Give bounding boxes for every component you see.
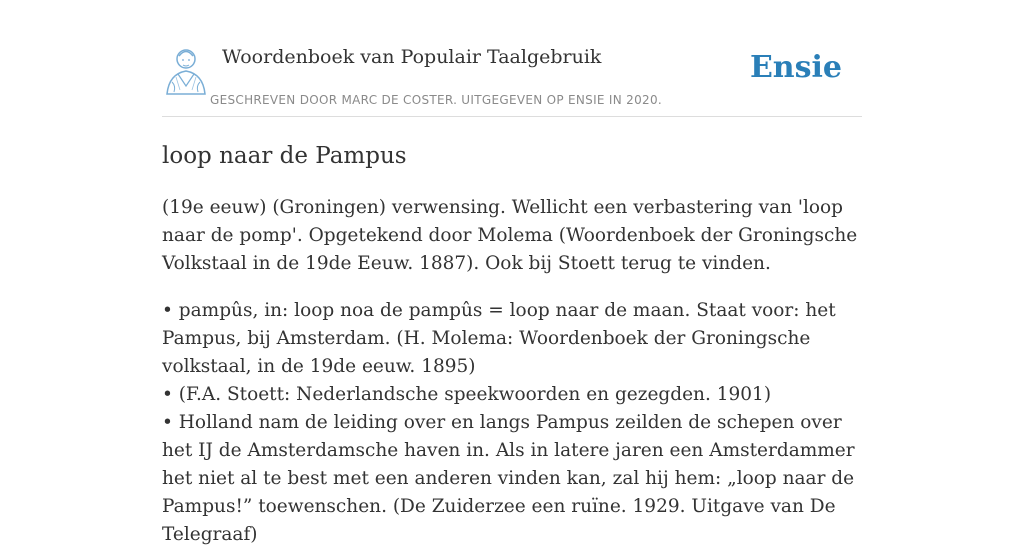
author-byline: GESCHREVEN DOOR MARC DE COSTER. UITGEGEVEN OP ENSIE IN 2020. [210, 93, 662, 107]
header [162, 0, 862, 117]
ensie-logo[interactable]: Ensie [749, 50, 842, 85]
source-bullet: • (F.A. Stoett: Nederlandsche speekwoorden en gezegden. 1901) [162, 384, 772, 405]
entry-title: loop naar de Pampus [162, 143, 407, 169]
book-title[interactable]: Woordenboek van Populair Taalgebruik [222, 46, 602, 68]
entry-sources [162, 297, 862, 549]
source-bullet: • pampûs, in: loop noa de pampûs = loop naar de maan. Staat voor: het Pampus, bij Amsterdam. (H. Molema: Woordenboek der Groningsche volkstaal, in de 19de eeuw. 1895) [162, 300, 836, 377]
source-bullet: • Holland nam de leiding over en langs Pampus zeilden de schepen over het IJ de Amsterdamsche haven in. Als in latere jaren een Amsterdammer het niet al te best met een anderen vinden kan, zal hij hem: „loop naar de Pampus!” toewenschen. (De Zuiderzee een ruïne. 1929. Uitgave van De Telegraaf) [162, 412, 855, 545]
page-container [162, 0, 862, 549]
author-portrait-icon [164, 46, 208, 96]
entry-definition: (19e eeuw) (Groningen) verwensing. Wellicht een verbastering van 'loop naar de pomp'. Opgetekend door Molema (Woordenboek der Groningsche Volkstaal in de 19de Eeuw. 1887). Ook bij Stoett terug te vinden. [162, 197, 858, 274]
